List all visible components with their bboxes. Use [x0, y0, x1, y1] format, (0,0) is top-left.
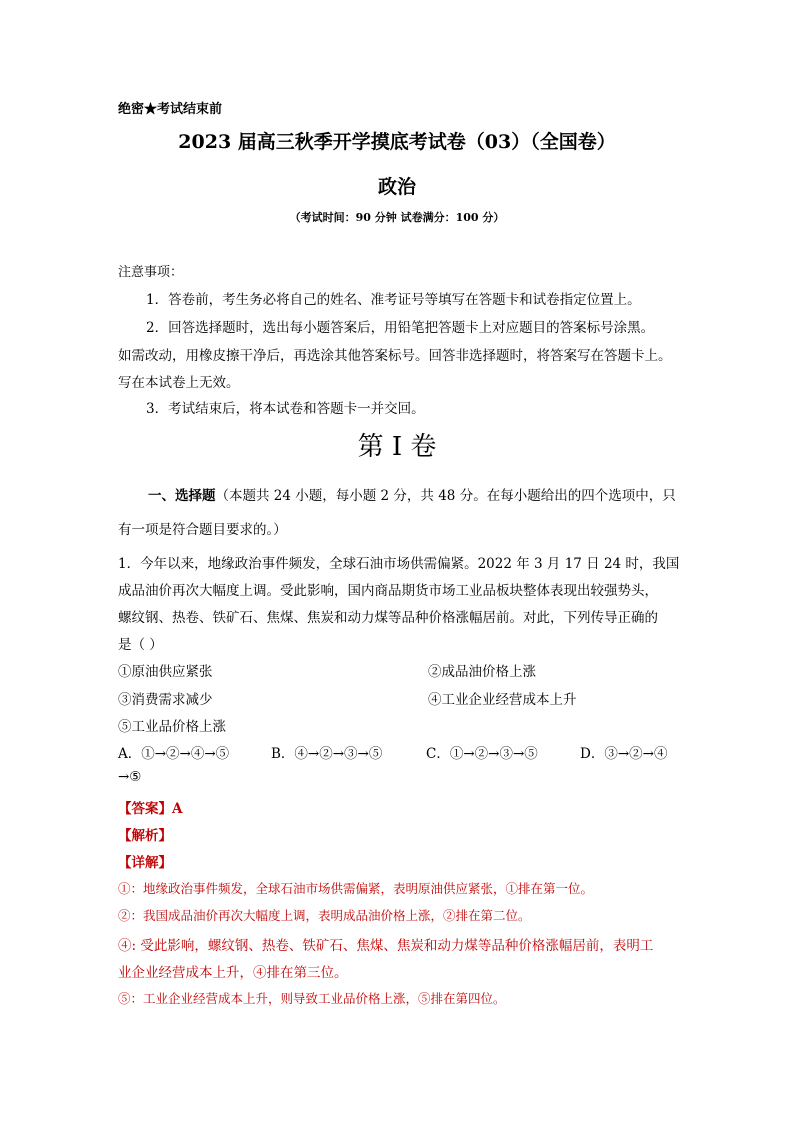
statement-item: ④工业企业经营成本上升: [428, 692, 577, 708]
notice-item-2: 2．回答选择题时，选出每小题答案后，用铅笔把答题卡上对应题目的答案标号涂黑。: [146, 320, 655, 336]
detail-line: ①：地缘政治事件频发，全球石油市场供需偏紧，表明原油供应紧张，①排在第一位。: [118, 881, 594, 896]
question-1-stem: 是（ ）: [118, 637, 163, 653]
volume-title: 第 I 卷: [357, 432, 437, 462]
detail-label: 【详解】: [118, 855, 172, 871]
statement-item: ③消费需求减少: [118, 692, 213, 708]
section-heading-text: （本题共 24 小题，每小题 2 分，共 48 分。在每小题给出的四个选项中，只: [215, 488, 676, 504]
choice-a: A．①→②→④→⑤: [118, 746, 230, 762]
question-1-stem: 螺纹钢、热卷、铁矿石、焦煤、焦炭和动力煤等品种价格涨幅居前。对此，下列传导正确的: [118, 610, 658, 626]
exam-info: （考试时间：90 分钟 试卷满分：100 分）: [289, 211, 505, 224]
detail-line: ⑤：工业企业经营成本上升，则导致工业品价格上涨，⑤排在第四位。: [118, 991, 506, 1006]
notice-heading: 注意事项：: [118, 265, 184, 280]
notice-item-1: 1．答卷前，考生务必将自己的姓名、准考证号等填写在答题卡和试卷指定位置上。: [146, 292, 641, 308]
question-1-stem: 成品油价再次大幅度上调。受此影响，国内商品期货市场工业品板块整体表现出较强势头，: [118, 583, 658, 599]
exam-title: 2023 届高三秋季开学摸底考试卷（03）（全国卷）: [178, 131, 616, 153]
detail-line: 业企业经营成本上升，④排在第三位。: [118, 965, 348, 981]
analysis-label: 【解析】: [118, 828, 172, 844]
question-1-stem: 1．今年以来，地缘政治事件频发，全球石油市场供需偏紧。2022 年 3 月 17 日 24 时，我国: [118, 556, 680, 572]
statement-item: ①原油供应紧张: [118, 664, 213, 680]
answer-label: 【答案】A: [118, 801, 183, 817]
notice-item-2-cont: 如需改动，用橡皮擦干净后，再选涂其他答案标号。回答非选择题时，将答案写在答题卡上。: [118, 348, 672, 364]
section-heading-bold: 一、选择题: [148, 488, 216, 504]
detail-line: ②：我国成品油价再次大幅度上调，表明成品油价格上涨，②排在第二位。: [118, 908, 531, 923]
choice-d: D．③→②→④: [580, 746, 668, 762]
detail-line: ④: 受此影响，螺纹钢、热卷、铁矿石、焦煤、焦炭和动力煤等品种价格涨幅居前，表明工: [118, 938, 654, 954]
statement-item: ②成品油价格上涨: [428, 664, 536, 680]
section-heading: [148, 484, 676, 504]
choice-d-cont: →⑤: [118, 769, 142, 785]
subject-title: 政治: [377, 176, 416, 198]
choice-c: C．①→②→③→⑤: [426, 746, 538, 762]
notice-item-3: 3．考试结束后，将本试卷和答题卡一并交回。: [146, 401, 425, 417]
section-heading-cont: 有一项是符合题目要求的。）: [118, 522, 287, 538]
confidential-label: 绝密★考试结束前: [118, 102, 223, 117]
statement-item: ⑤工业品价格上涨: [118, 719, 226, 735]
notice-item-2-cont: 写在本试卷上无效。: [118, 375, 240, 391]
choice-b: B．④→②→③→⑤: [271, 746, 383, 762]
